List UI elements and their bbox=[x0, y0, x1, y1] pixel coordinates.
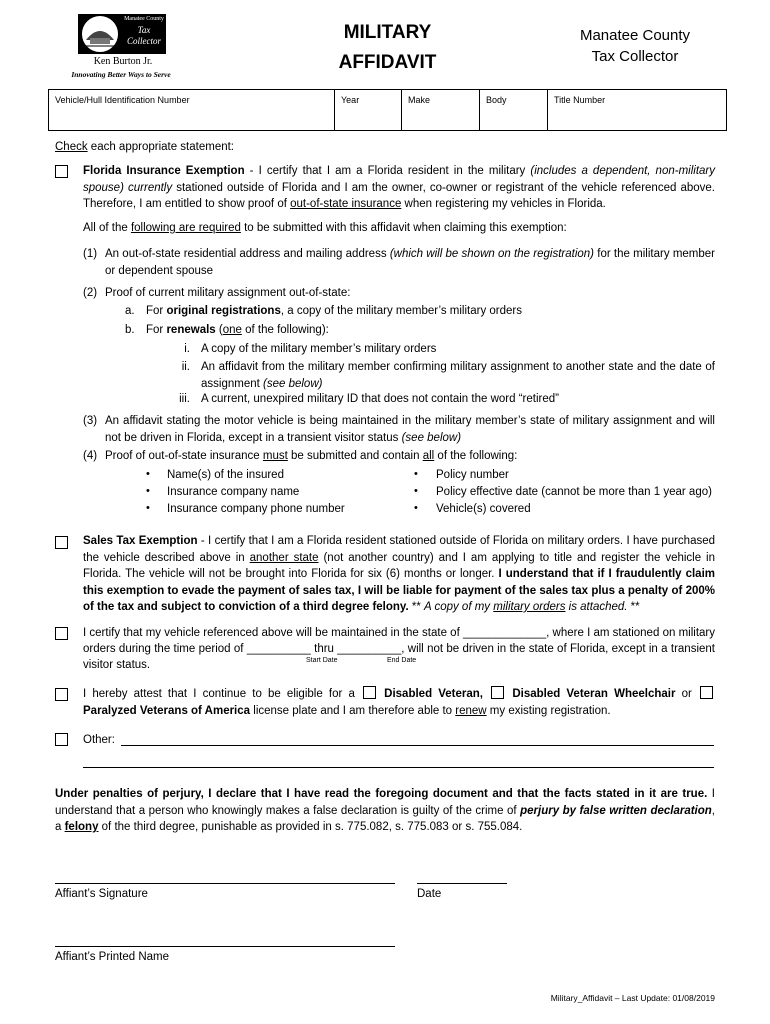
text: I understand that if I fraudulently claim this exemption to evade the payment of sales tax, I will be liable for payment of the sales tax plus a penalty of 200% of the tax and subject to conviction of a third degree felony. bbox=[83, 568, 715, 613]
text: All of the bbox=[83, 222, 131, 234]
requirement-2b-i: A copy of the military member’s military orders bbox=[201, 343, 437, 355]
text: I hereby attest that I continue to be eligible for a bbox=[83, 688, 361, 700]
text: for the military member or dependent spouse bbox=[105, 248, 715, 277]
perjury-statement bbox=[55, 786, 715, 836]
vehicle-info-table bbox=[48, 89, 727, 131]
other-checkbox[interactable] bbox=[55, 733, 68, 746]
affiant-signature-label: Affiant’s Signature bbox=[55, 888, 148, 900]
title-number-cell[interactable] bbox=[547, 90, 726, 130]
other-label: Other: bbox=[83, 734, 115, 746]
text: An out-of-state residential address and mailing address bbox=[105, 248, 390, 260]
item-letter: b. bbox=[125, 324, 135, 336]
item-number: (3) bbox=[83, 415, 98, 427]
logo-tax-text: Tax bbox=[137, 25, 151, 35]
bullet-icon: • bbox=[414, 502, 418, 514]
requirement-2: Proof of current military assignment out-of-state: bbox=[105, 287, 351, 299]
text: is attached. bbox=[565, 601, 628, 613]
title-line-1: MILITARY bbox=[343, 22, 432, 43]
text: when registering my vehicles in Florida. bbox=[401, 198, 606, 210]
text: (which will be shown on the registration) bbox=[389, 248, 595, 260]
text: Disabled Veteran Wheelchair bbox=[512, 688, 676, 700]
printed-name-label: Affiant’s Printed Name bbox=[55, 951, 169, 963]
requirement-1 bbox=[105, 246, 715, 279]
vehicle-id-cell[interactable] bbox=[49, 90, 334, 130]
text: - I certify that I am a Florida resident in the military bbox=[244, 165, 531, 177]
text: another state bbox=[249, 551, 319, 564]
column-header: Make bbox=[408, 95, 431, 105]
text: (includes a dependent, non-military spouse) currently bbox=[83, 165, 715, 194]
text: A copy of my bbox=[424, 601, 494, 613]
requirement-2b-ii bbox=[201, 359, 715, 392]
bullet-icon: • bbox=[146, 502, 150, 514]
sales-tax-paragraph bbox=[83, 533, 715, 616]
insurance-item: Policy effective date (cannot be more than 1 year ago) bbox=[436, 486, 712, 498]
requirement-3 bbox=[105, 413, 715, 446]
requirement-2a bbox=[146, 303, 522, 320]
maintained-paragraph: I certify that my vehicle referenced above will be maintained in the state of _____________, where I am stationed on military orders during the time period of __________ thru __________, will not be driven in the state of Florida, except in a transient visitor status. bbox=[83, 627, 715, 671]
end-date-label: End Date bbox=[387, 657, 417, 664]
logo-slogan: Innovating Better Ways to Serve bbox=[71, 70, 171, 79]
date-label: Date bbox=[417, 888, 442, 900]
item-roman: iii. bbox=[179, 393, 190, 405]
make-cell[interactable] bbox=[401, 90, 479, 130]
text: , a copy of the military member’s military orders bbox=[280, 305, 522, 317]
text: (not another country) and I am applying to title and register the vehicle in Florida. The vehicle will not be brought into Florida for six (6) months or longer. bbox=[83, 551, 716, 580]
text: of the following: bbox=[434, 450, 518, 462]
text: my existing registration. bbox=[486, 704, 611, 717]
text: Proof of out-of-state insurance bbox=[105, 450, 263, 462]
text: Paralyzed Veterans of America bbox=[83, 704, 251, 717]
bullet-icon: • bbox=[146, 485, 150, 497]
text: one bbox=[222, 324, 242, 336]
florida-insurance-label: Florida Insurance Exemption bbox=[83, 165, 245, 177]
disabled-veteran-wheelchair-checkbox[interactable] bbox=[491, 686, 504, 699]
text: of the third degree, punishable as provided in s. 775.082, s. 775.083 or s. 755.084. bbox=[98, 821, 523, 833]
text: ** bbox=[408, 601, 424, 613]
disabled-veteran-checkbox[interactable] bbox=[363, 686, 376, 699]
text: to be submitted with this affidavit when claiming this exemption: bbox=[240, 222, 567, 234]
text: military orders bbox=[493, 601, 566, 613]
requirement-4 bbox=[105, 448, 517, 465]
text: all bbox=[422, 450, 435, 462]
text: (see below) bbox=[401, 431, 462, 444]
text: An affidavit from the military member confirming military assignment to another state and the date of assignment bbox=[201, 361, 715, 390]
tax-collector-logo bbox=[66, 12, 176, 84]
item-number: (1) bbox=[83, 248, 98, 260]
text: I understand that a person who knowingly makes a false declaration is guilty of the crime of bbox=[55, 788, 715, 817]
requirement-2b-iii: A current, unexpired military ID that does not contain the word “retired” bbox=[201, 393, 559, 405]
attest-paragraph bbox=[83, 686, 715, 719]
bullet-icon: • bbox=[146, 468, 150, 480]
instructions bbox=[55, 139, 234, 156]
footer-update: Military_Affidavit – Last Update: 01/08/2019 bbox=[550, 993, 715, 1003]
office-line-2: Tax Collector bbox=[591, 48, 679, 65]
florida-insurance-checkbox[interactable] bbox=[55, 165, 68, 178]
logo-collector-text: Collector bbox=[127, 36, 161, 46]
column-header: Vehicle/Hull Identification Number bbox=[55, 95, 190, 105]
insurance-item: Policy number bbox=[436, 469, 509, 481]
office-line-1: Manatee County bbox=[579, 27, 691, 44]
attest-checkbox[interactable] bbox=[55, 688, 68, 701]
paralyzed-veterans-checkbox[interactable] bbox=[700, 686, 713, 699]
sales-tax-label: Sales Tax Exemption bbox=[83, 535, 198, 547]
insurance-item: Insurance company name bbox=[167, 486, 300, 498]
date-line[interactable] bbox=[417, 883, 507, 884]
text: Disabled Veteran, bbox=[384, 688, 483, 700]
other-input-line-2[interactable] bbox=[83, 767, 714, 768]
text: , a bbox=[55, 804, 715, 833]
item-number: (2) bbox=[83, 287, 98, 299]
other-input-line-1[interactable] bbox=[121, 745, 714, 746]
check-word: Check bbox=[55, 141, 88, 153]
requirement-2b bbox=[146, 322, 329, 339]
text: Under penalties of perjury, I declare that I have read the foregoing document and that the facts stated in it are true. bbox=[55, 788, 708, 800]
start-date-label: Start Date bbox=[306, 657, 338, 664]
body-cell[interactable] bbox=[479, 90, 547, 130]
sales-tax-checkbox[interactable] bbox=[55, 536, 68, 549]
text: out-of-state insurance bbox=[290, 198, 402, 210]
text: For bbox=[146, 324, 167, 336]
column-header: Year bbox=[341, 95, 360, 105]
text: renewals bbox=[166, 324, 216, 336]
text: (see below) bbox=[263, 377, 323, 390]
insurance-item: Insurance company phone number bbox=[167, 503, 345, 515]
column-header: Body bbox=[486, 95, 507, 105]
text: of the following): bbox=[241, 324, 329, 336]
text: must bbox=[262, 450, 288, 462]
text: - I certify that I am a Florida resident stationed outside of Florida on military orders. I have purchased the vehicle described above in bbox=[83, 535, 716, 564]
text: stationed outside of Florida and I am the owner, co-owner or registrant of the vehicle referenced above. Therefore, I am entitled to show proof of bbox=[83, 181, 715, 210]
text: renew bbox=[455, 704, 487, 717]
text: be submitted and contain bbox=[287, 450, 423, 462]
text: license plate and I am therefore able to bbox=[250, 704, 456, 717]
bullet-icon: • bbox=[414, 468, 418, 480]
florida-insurance-paragraph bbox=[83, 163, 715, 213]
item-roman: i. bbox=[184, 343, 190, 355]
affiant-signature-line[interactable] bbox=[55, 883, 395, 884]
logo-county-text: Manatee County bbox=[124, 16, 164, 22]
text: original registrations bbox=[166, 305, 281, 317]
logo-name: Ken Burton Jr. bbox=[93, 56, 153, 67]
text: An affidavit stating the motor vehicle is being maintained in the military member’s state of military assignment and will not be driven in Florida, except in a transient visitor status bbox=[105, 415, 715, 444]
text: ( bbox=[215, 324, 223, 336]
text: or bbox=[675, 688, 698, 700]
instructions-rest: each appropriate statement: bbox=[87, 141, 235, 153]
title-line-2: AFFIDAVIT bbox=[338, 52, 437, 73]
year-cell[interactable] bbox=[334, 90, 401, 130]
column-header: Title Number bbox=[554, 95, 606, 105]
text: felony bbox=[64, 821, 99, 833]
printed-name-line[interactable] bbox=[55, 946, 395, 947]
item-roman: ii. bbox=[181, 361, 190, 373]
text: ** bbox=[627, 601, 640, 613]
requirements-intro bbox=[83, 220, 567, 237]
insurance-item: Name(s) of the insured bbox=[167, 469, 284, 481]
item-number: (4) bbox=[83, 450, 98, 462]
item-letter: a. bbox=[125, 305, 135, 317]
text: For bbox=[146, 305, 167, 317]
text: perjury by false written declaration bbox=[520, 804, 712, 817]
text: following are required bbox=[130, 222, 241, 234]
bullet-icon: • bbox=[414, 485, 418, 497]
maintained-checkbox[interactable] bbox=[55, 627, 68, 640]
insurance-item: Vehicle(s) covered bbox=[436, 503, 531, 515]
